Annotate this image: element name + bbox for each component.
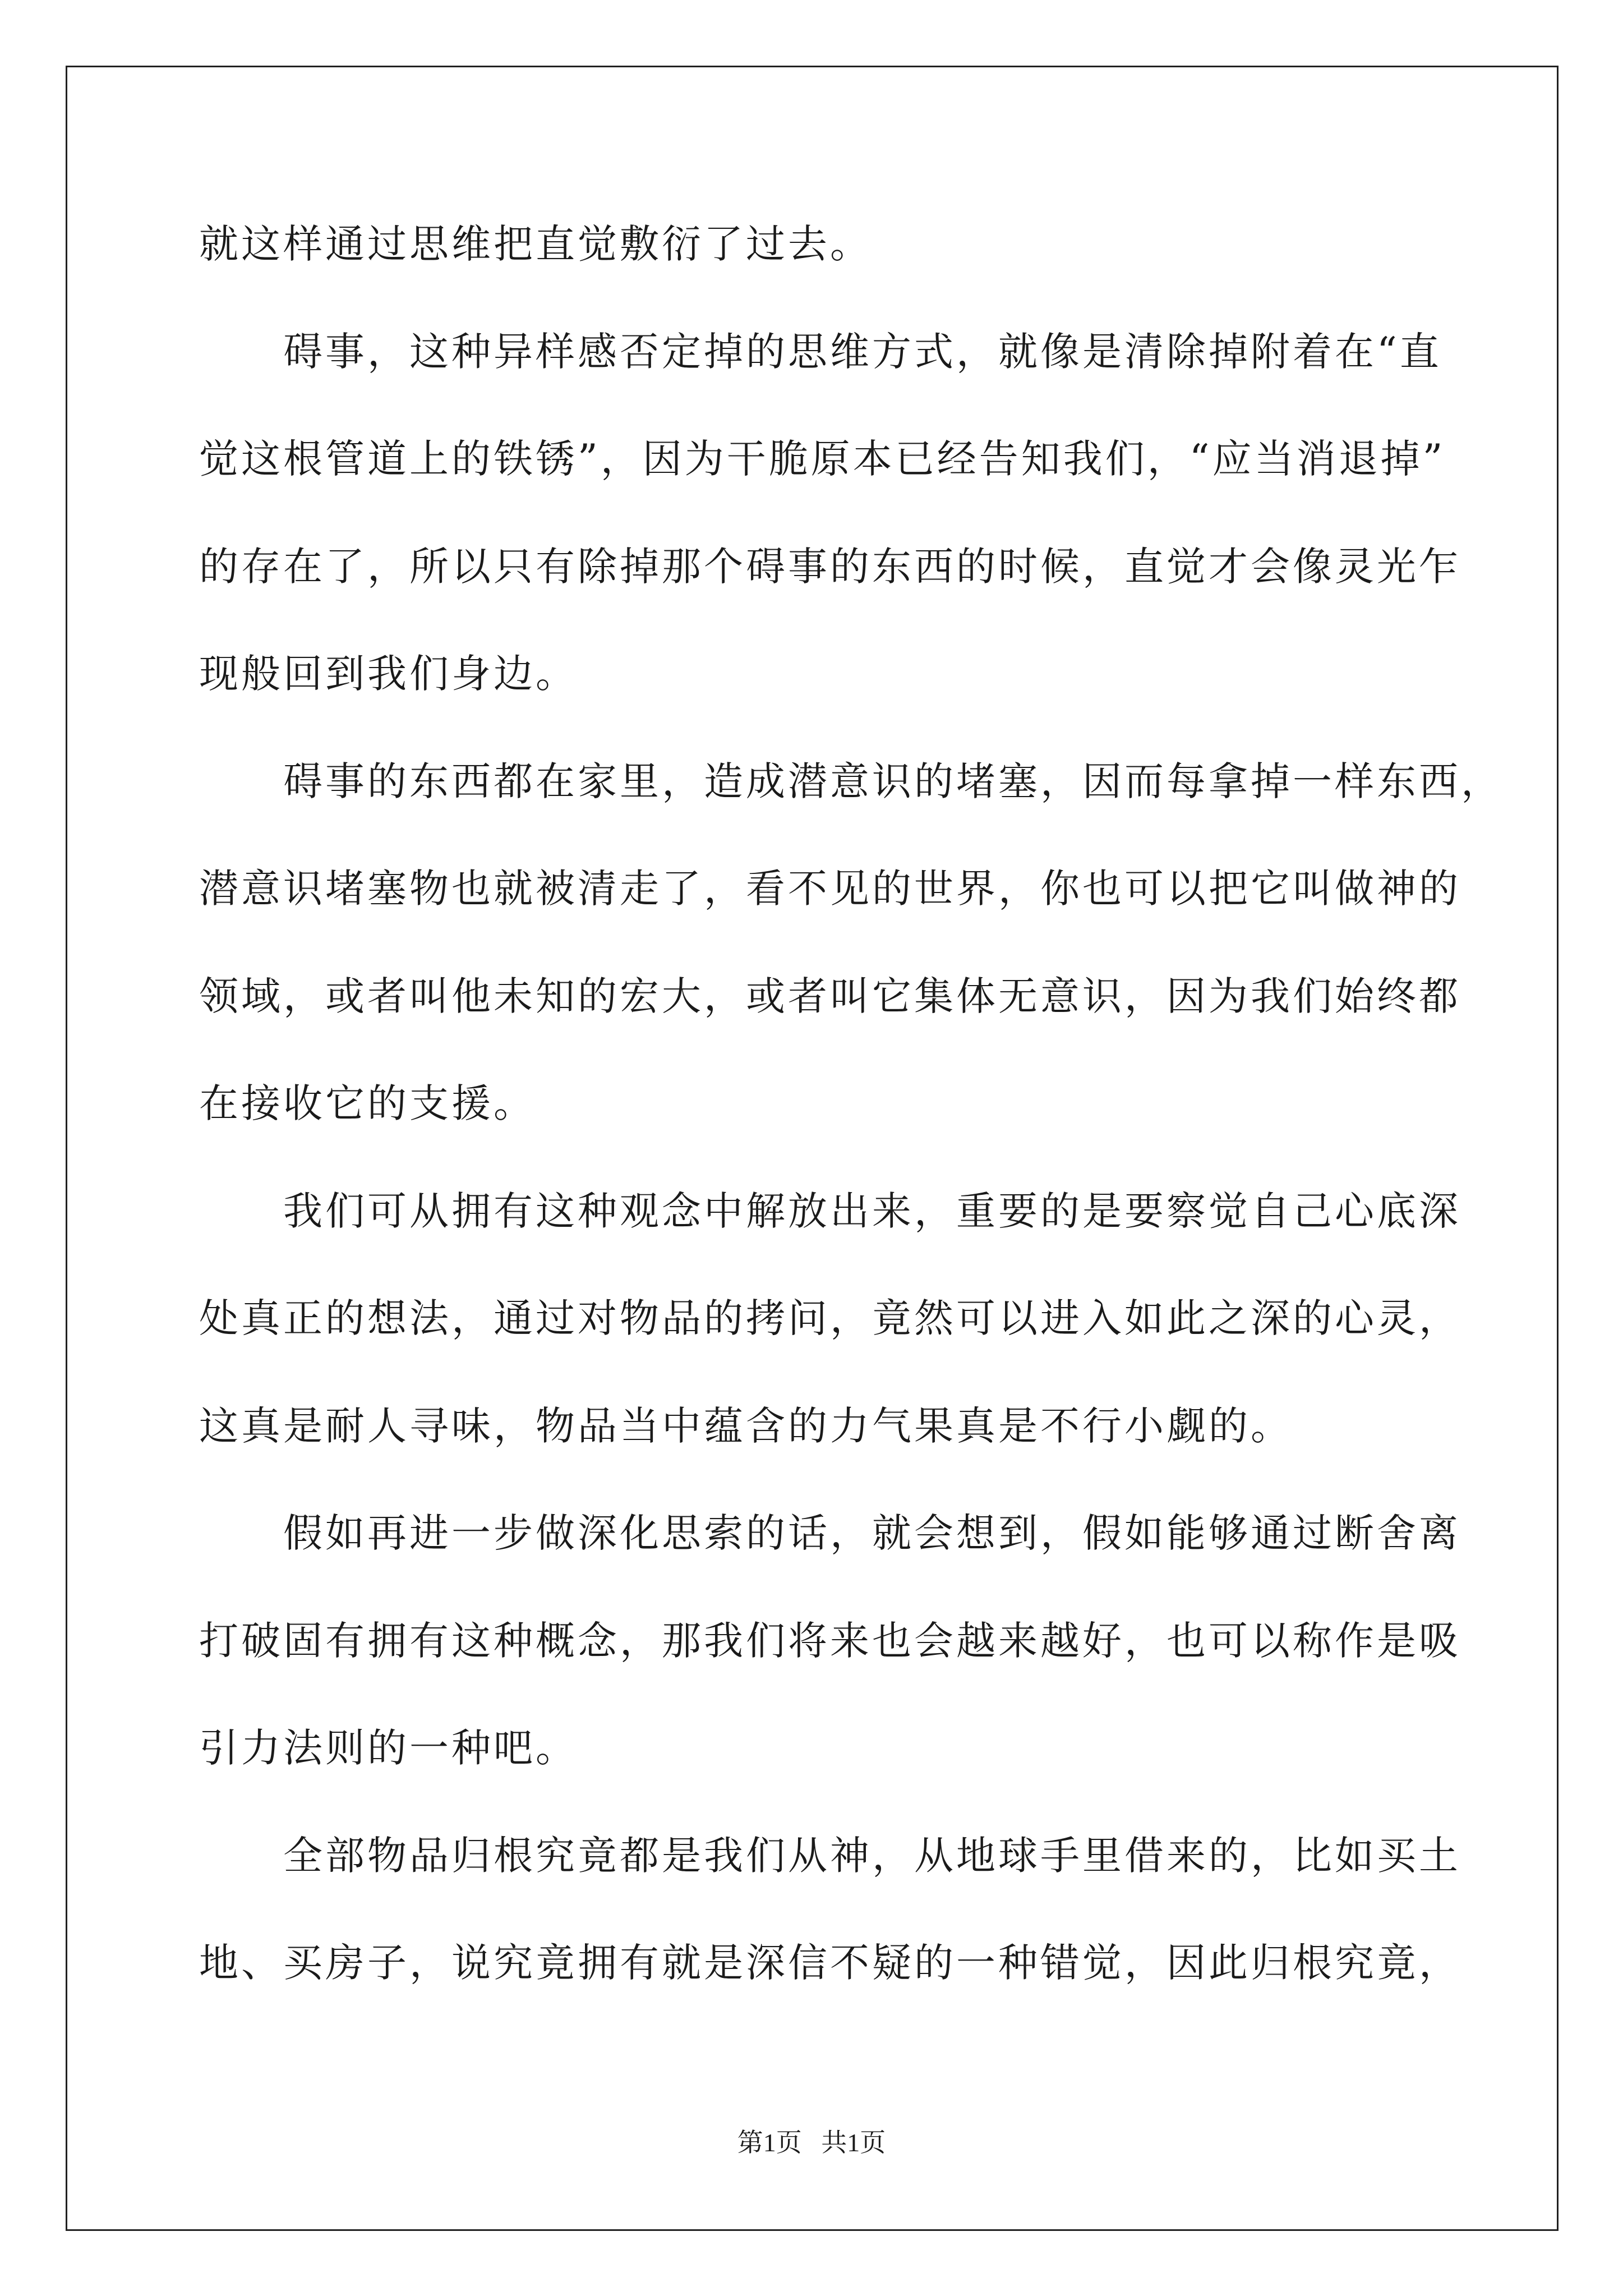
text-line: 引力法则的一种吧。	[199, 1725, 578, 1771]
text-line: 地、买房子，说究竟拥有就是深信不疑的一种错觉，因此归根究竟，	[199, 1940, 1461, 1986]
text-line: 现般回到我们身边。	[199, 651, 578, 697]
text-line: 的存在了，所以只有除掉那个碍事的东西的时候，直觉才会像灵光乍	[199, 543, 1461, 590]
text-line: 打破固有拥有这种概念，那我们将来也会越来越好，也可以称作是吸	[199, 1617, 1461, 1664]
document-body	[199, 191, 1503, 2017]
text-line: 全部物品归根究竟都是我们从神，从地球手里借来的，比如买土	[283, 1832, 1461, 1879]
page-number-footer: 第1页 共1页	[737, 2128, 886, 2157]
text-line: 潜意识堵塞物也就被清走了，看不见的世界，你也可以把它叫做神的	[199, 866, 1461, 912]
text-line: 这真是耐人寻味，物品当中蕴含的力气果真是不行小觑的。	[199, 1402, 1293, 1449]
text-line: 领域，或者叫他未知的宏大，或者叫它集体无意识，因为我们始终都	[199, 973, 1461, 1019]
text-line: 就这样通过思维把直觉敷衍了过去。	[199, 221, 872, 267]
text-line: 碍事，这种异样感否定掉的思维方式，就像是清除掉附着在“直	[283, 328, 1442, 375]
text-line: 在接收它的支援。	[199, 1080, 536, 1126]
text-line: 觉这根管道上的铁锈”，因为干脆原本已经告知我们，“应当消退掉”	[199, 436, 1446, 482]
text-line: 碍事的东西都在家里，造成潜意识的堵塞，因而每拿掉一样东西，	[283, 758, 1503, 804]
text-line: 处真正的想法，通过对物品的拷问，竟然可以进入如此之深的心灵，	[199, 1295, 1461, 1341]
text-line: 假如再进一步做深化思索的话，就会想到，假如能够通过断舍离	[283, 1510, 1461, 1556]
text-line: 我们可从拥有这种观念中解放出来，重要的是要察觉自己心底深	[283, 1188, 1461, 1234]
